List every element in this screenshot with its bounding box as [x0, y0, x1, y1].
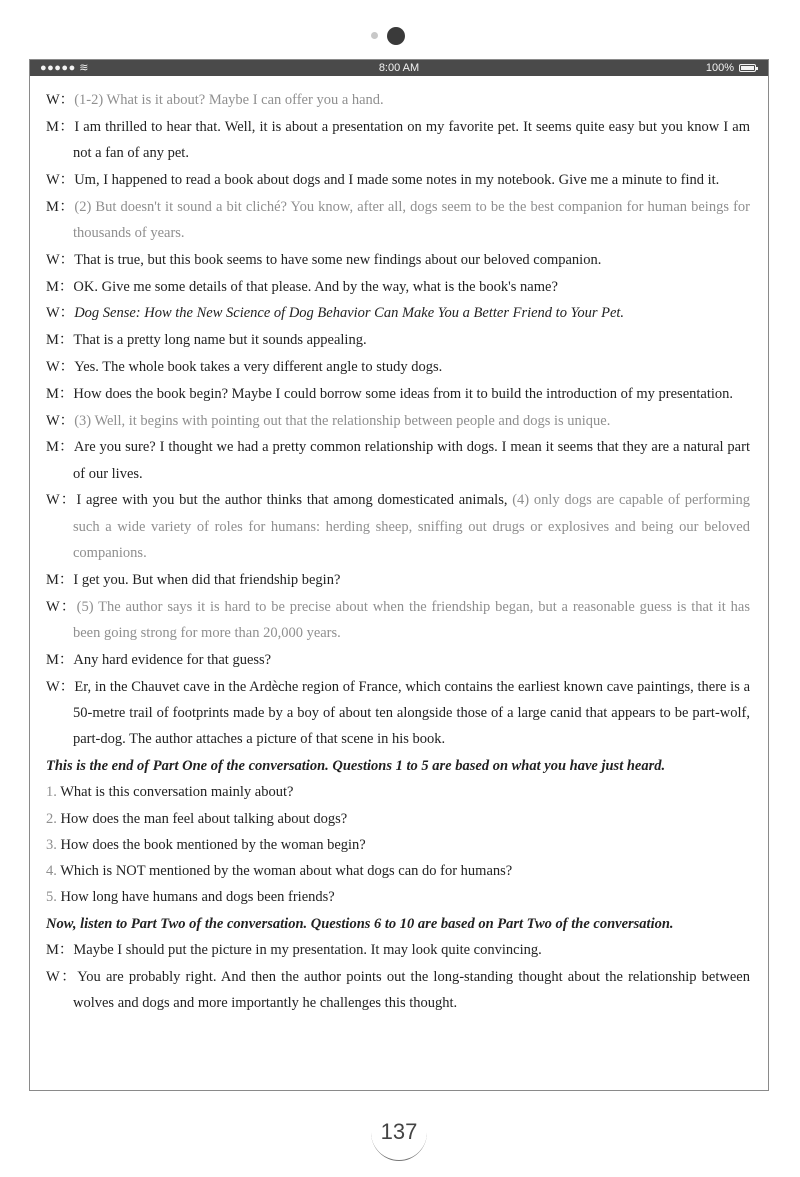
dialogue-line [46, 937, 750, 963]
battery-icon [739, 64, 756, 72]
camera-sensor-dot [371, 32, 378, 39]
dialogue-line [46, 167, 750, 193]
dialogue-line [46, 487, 750, 566]
speaker-label: M： [46, 651, 74, 668]
transcript-content [46, 87, 750, 1017]
speaker-label: W： [46, 305, 75, 322]
dialogue-text: Maybe I should put the picture in my presentation. It may look quite convincing. [73, 942, 542, 958]
camera-lens [387, 27, 405, 45]
speaker-label: M： [46, 118, 75, 135]
dialogue-line [46, 594, 750, 647]
dialogue-line [46, 327, 750, 353]
dialogue-text: I get you. But when did that friendship begin? [73, 571, 341, 588]
dialogue-text: That is true, but this book seems to have some new findings about our beloved companion. [74, 251, 602, 268]
speaker-label: W： [46, 678, 75, 695]
question-text: How does the book mentioned by the woman begin? [60, 836, 366, 853]
dialogue-text: That is a pretty long name but it sounds appealing. [73, 332, 367, 349]
dialogue-line [46, 87, 750, 113]
dialogue-line [46, 300, 750, 326]
speaker-label: W： [46, 412, 75, 429]
speaker-label: M： [46, 942, 74, 958]
question-number: 4. [46, 863, 57, 880]
speaker-label: W： [46, 358, 75, 375]
part-two-instruction: Now, listen to Part Two of the conversation. Questions 6 to 10 are based on Part Two of the conversation. [46, 915, 674, 932]
dialogue-text: (3) Well, it begins with pointing out that the relationship between people and dogs is unique. [74, 412, 611, 429]
dialogue-text: I agree with you but the author thinks that among domesticated animals, [76, 492, 513, 509]
dialogue-text: Dog Sense: How the New Science of Dog Behavior Can Make You a Better Friend to Your Pet. [74, 305, 625, 322]
dialogue-text: Er, in the Chauvet cave in the Ardèche region of France, which contains the earliest known cave paintings, there is a 50-metre trail of footprints made by a boy of about ten alongside those of a large canid that appears to be part-wolf, part-dog. The author attaches a picture of that scene in his book. [73, 678, 751, 748]
dialogue-text: OK. Give me some details of that please. And by the way, what is the book's name? [73, 278, 558, 295]
question-text: How does the man feel about talking about dogs? [60, 810, 348, 827]
speaker-label: M： [46, 385, 74, 402]
question-number: 5. [46, 889, 57, 906]
dialogue-line [46, 247, 750, 273]
dialogue-text: (4) only dogs are capable of performing such a wide variety of roles for humans: herding sheep, sniffing out drugs or explosives and being our beloved companions. [73, 492, 750, 562]
question-item [46, 806, 750, 832]
question-number: 1. [46, 784, 57, 801]
status-time: 8:00 AM [378, 62, 420, 74]
dialogue-line [46, 114, 750, 167]
speaker-label: M： [46, 439, 74, 456]
dialogue-text: Um, I happened to read a book about dogs and I made some notes in my notebook. Give me a minute to find it. [74, 171, 720, 188]
question-text: What is this conversation mainly about? [60, 784, 294, 801]
speaker-label: W： [46, 968, 78, 985]
tablet-screen [29, 59, 769, 1091]
dialogue-text: I am thrilled to hear that. Well, it is about a presentation on my favorite pet. It seems quite easy but you know I am not a fan of any pet. [73, 118, 750, 162]
question-item [46, 884, 750, 910]
status-bar [30, 60, 768, 76]
speaker-label: M： [46, 278, 74, 295]
dialogue-text: (1-2) What is it about? Maybe I can offer you a hand. [74, 92, 384, 108]
speaker-label: W： [46, 598, 77, 615]
dialogue-line [46, 647, 750, 673]
dialogue-text: Any hard evidence for that guess? [73, 651, 272, 668]
dialogue-line [46, 354, 750, 380]
battery-percent: 100% [705, 62, 734, 74]
question-list [46, 779, 750, 910]
dialogue-text: (2) But doesn't it sound a bit cliché? You know, after all, dogs seem to be the best companion for human beings for thousands of years. [73, 198, 750, 241]
dialogue-text: Yes. The whole book takes a very different angle to study dogs. [74, 358, 443, 375]
dialogue-line [46, 194, 750, 247]
dialogue-line [46, 274, 750, 300]
question-number: 3. [46, 836, 57, 853]
speaker-label: W： [46, 251, 75, 268]
dialogue-part-two [46, 937, 750, 1016]
dialogue-line [46, 964, 750, 1017]
dialogue-text: How does the book begin? Maybe I could borrow some ideas from it to build the introduction of my presentation. [73, 385, 734, 402]
speaker-label: W： [46, 171, 75, 188]
device-camera [371, 27, 417, 45]
question-item [46, 858, 750, 884]
speaker-label: W： [46, 492, 77, 509]
part-one-instruction: This is the end of Part One of the conversation. Questions 1 to 5 are based on what you have just heard. [46, 757, 666, 774]
question-text: Which is NOT mentioned by the woman about what dogs can do for humans? [60, 863, 513, 880]
dialogue-line [46, 381, 750, 407]
question-item [46, 832, 750, 858]
dialogue-line [46, 408, 750, 434]
question-number: 2. [46, 810, 57, 827]
dialogue-text: (5) The author says it is hard to be precise about when the friendship began, but a reasonable guess is that it has been going strong for more than 20,000 years. [73, 598, 751, 641]
speaker-label: M： [46, 332, 74, 349]
question-text: How long have humans and dogs been friends? [60, 889, 335, 906]
dialogue-text: Are you sure? I thought we had a pretty common relationship with dogs. I mean it seems that they are a natural part of our lives. [73, 439, 750, 482]
battery-indicator [706, 60, 756, 76]
dialogue-line [46, 674, 750, 753]
dialogue-part-one [46, 87, 750, 752]
question-item [46, 779, 750, 805]
dialogue-line [46, 567, 750, 593]
page-number: 137 [371, 1104, 427, 1161]
speaker-label: W： [46, 92, 75, 108]
dialogue-text: You are probably right. And then the author points out the long-standing thought about the relationship between wolves and dogs and more importantly he challenges this thought. [73, 968, 750, 1012]
signal-wifi-indicator: ●●●●● ≋ [40, 62, 89, 74]
dialogue-line [46, 434, 750, 487]
speaker-label: M： [46, 571, 74, 588]
speaker-label: M： [46, 198, 75, 215]
